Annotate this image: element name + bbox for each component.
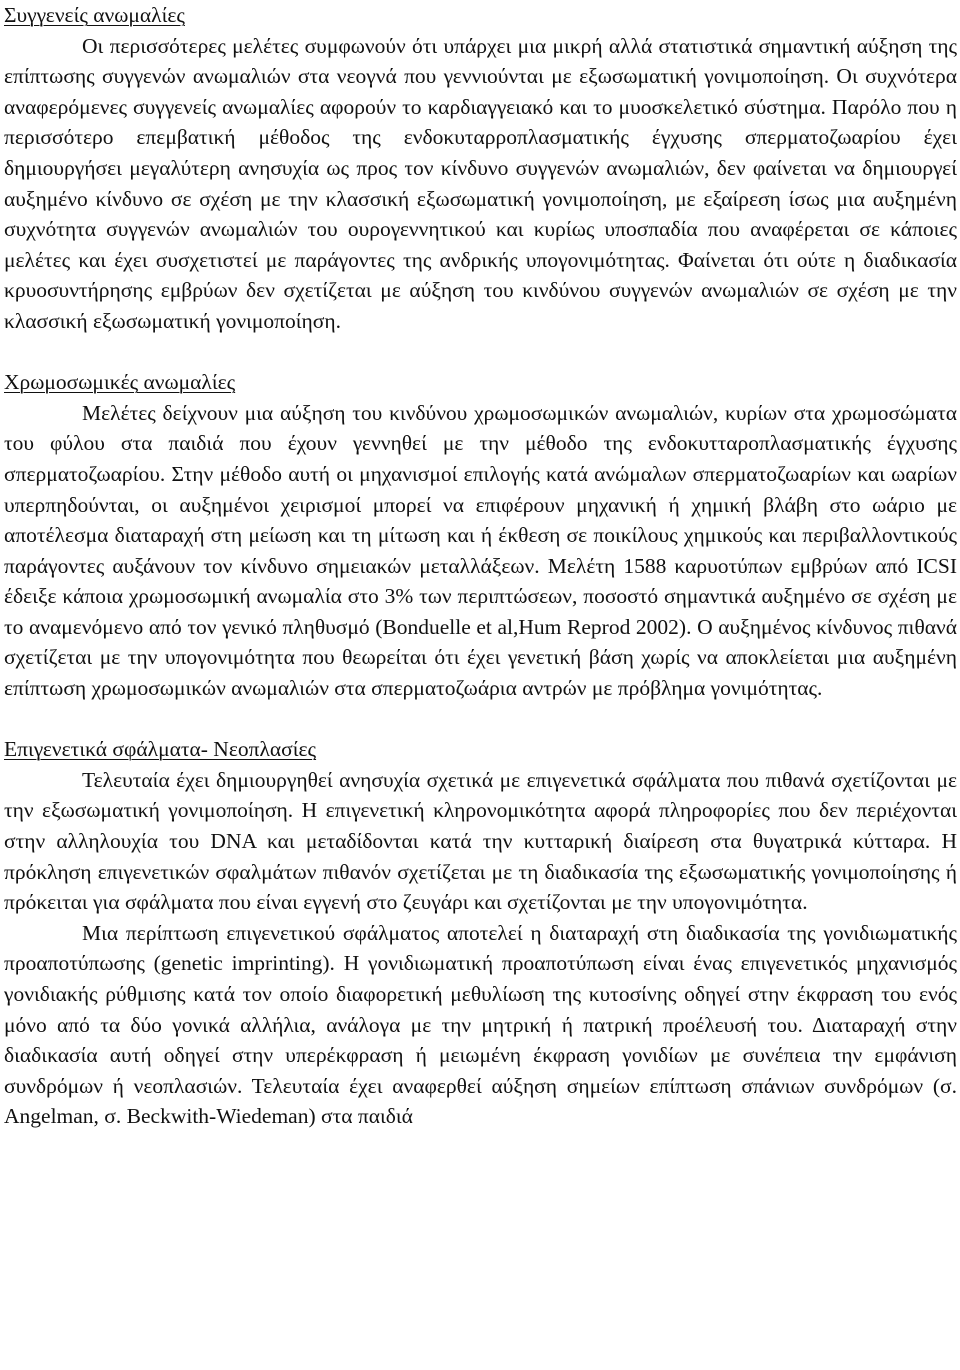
section-heading: Χρωμοσωμικές ανωμαλίες [4, 370, 236, 395]
document-page [4, 0, 957, 1132]
paragraph: Τελευταία έχει δημιουργηθεί ανησυχία σχετικά με επιγενετικά σφάλματα που πιθανά σχετίζονται με την εξωσωματική γονιμοποίηση. Η επιγενετική κληρονομικότητα αφορά πληροφορίες που δεν περιέχονται στην αλληλουχία του DNA και μεταδίδονται κατά την κυτταρική διαίρεση στα θυγατρικά κύτταρα. Η πρόκληση επιγενετικών σφαλμάτων πιθανόν σχετίζεται με τη διαδικασία της εξωσωματικής γονιμοποίησης ή πρόκειται για σφάλματα που είναι εγγενή στο ζευγάρι και σχετίζονται με την υπογονιμότητα. [4, 767, 957, 915]
section-epigenetic-errors [4, 734, 957, 1132]
paragraph: Οι περισσότερες μελέτες συμφωνούν ότι υπάρχει μια μικρή αλλά στατιστικά σημαντική αύξηση της επίπτωσης συγγενών ανωμαλιών στα νεογνά που γεννιούνται με εξωσωματική γονιμοποίηση. Οι συχνότερα αναφερόμενες συγγενείς ανωμαλίες αφορούν το καρδιαγγειακό και το μυοσκελετικό σύστημα. Παρόλο που η περισσότερο επεμβατική μέθοδος της ενδοκυταρροπλασματικής έγχυσης σπερματοζωαρίου έχει δημιουργήσει μεγαλύτερη ανησυχία ως προς τον κίνδυνο συγγενών ανωμαλιών, δεν φαίνεται να δημιουργεί αυξημένο κίνδυνο σε σχέση με την κλασσική εξωσωματική γονιμοποίηση, με εξαίρεση ίσως μια αυξημένη συχνότητα συγγενών ανωμαλιών του ουρογεννητικού και κυρίως υποσπαδία που αναφέρεται σε κάποιες μελέτες και έχει συσχετιστεί με παράγοντες της ανδρικής υπογονιμότητας. Φαίνεται ότι ούτε η διαδικασία κρυοσυντήρησης εμβρύων δεν σχετίζεται με αύξηση του κινδύνου συγγενών ανωμαλιών σε σχέση με την κλασσική εξωσωματική γονιμοποίηση. [4, 33, 957, 333]
section-chromosomal-anomalies [4, 367, 957, 704]
paragraph-gap [4, 704, 957, 735]
paragraph-gap [4, 337, 957, 368]
section-congenital-anomalies [4, 0, 957, 337]
section-heading: Συγγενείς ανωμαλίες [4, 3, 185, 27]
section-heading: Επιγενετικά σφάλματα- Νεοπλασίες [4, 737, 317, 762]
paragraph: Μελέτες δείχνουν μια αύξηση του κινδύνου χρωμοσωμικών ανωμαλιών, κυρίων στα χρωμοσώματα του φύλου στα παιδιά που έχουν γεννηθεί με την μέθοδο της ενδοκυτταροπλασματικής έγχυσης σπερματοζωαρίου. Στην μέθοδο αυτή οι μηχανισμοί επιλογής κατά ανώμαλων σπερματοζωαρίων και ωαρίων υπερπηδούνται, οι αυξημένοι χειρισμοί μπορεί να επιφέρουν μηχανική ή χημική βλάβη στο ωάριο με αποτέλεσμα διαταραχή στη μείωση και τη μίτωση και ή έκθεση σε ποικίλους χημικούς και περιβαλλοντικούς παράγοντες αυξάνουν τον κίνδυνο σημειακών μεταλλάξεων. Μελέτη 1588 καρυοτύπων εμβρύων από ICSI έδειξε κάποια χρωμοσωμική ανωμαλία στο 3% των περιπτώσεων, ποσοστό σημαντικά αυξημένο σε σχέση με το αναμενόμενο από τον γενικό πληθυσμό (Bonduelle et al,Hum Reprod 2002). Ο αυξημένος κίνδυνος πιθανά σχετίζεται με την υπογονιμότητα που θεωρείται ότι έχει γενετική βάση χωρίς να αποκλείεται μια αυξημένη επίπτωση χρωμοσωμικών ανωμαλιών στα σπερματοζωάρια αντρών με πρόβλημα γονιμότητας. [4, 400, 957, 701]
paragraph: Μια περίπτωση επιγενετικού σφάλματος αποτελεί η διαταραχή στη διαδικασία της γονιδιωματικής προαποτύπωσης (genetic imprinting). Η γονιδιωματική προαποτύπωση είναι ένας επιγενετικός μηχανισμός γονιδιακής ρύθμισης κατά τον οποίο διαφορετική μεθυλίωση της κυτοσίνης οδηγεί στην έκφραση του ενός μόνο από τα δύο γονικά αλλήλια, ανάλογα με την μητρική ή πατρική προέλευσή του. Διαταραχή στην διαδικασία αυτή οδηγεί στην υπερέκφραση ή μειωμένη έκφραση γονιδίων με συνέπεια την εμφάνιση συνδρόμων ή νεοπλασιών. Τελευταία έχει αναφερθεί αύξηση σημείων επίπτωση σπάνιων συνδρόμων (σ. Angelman, σ. Beckwith-Wiedeman) στα παιδιά [4, 920, 957, 1129]
